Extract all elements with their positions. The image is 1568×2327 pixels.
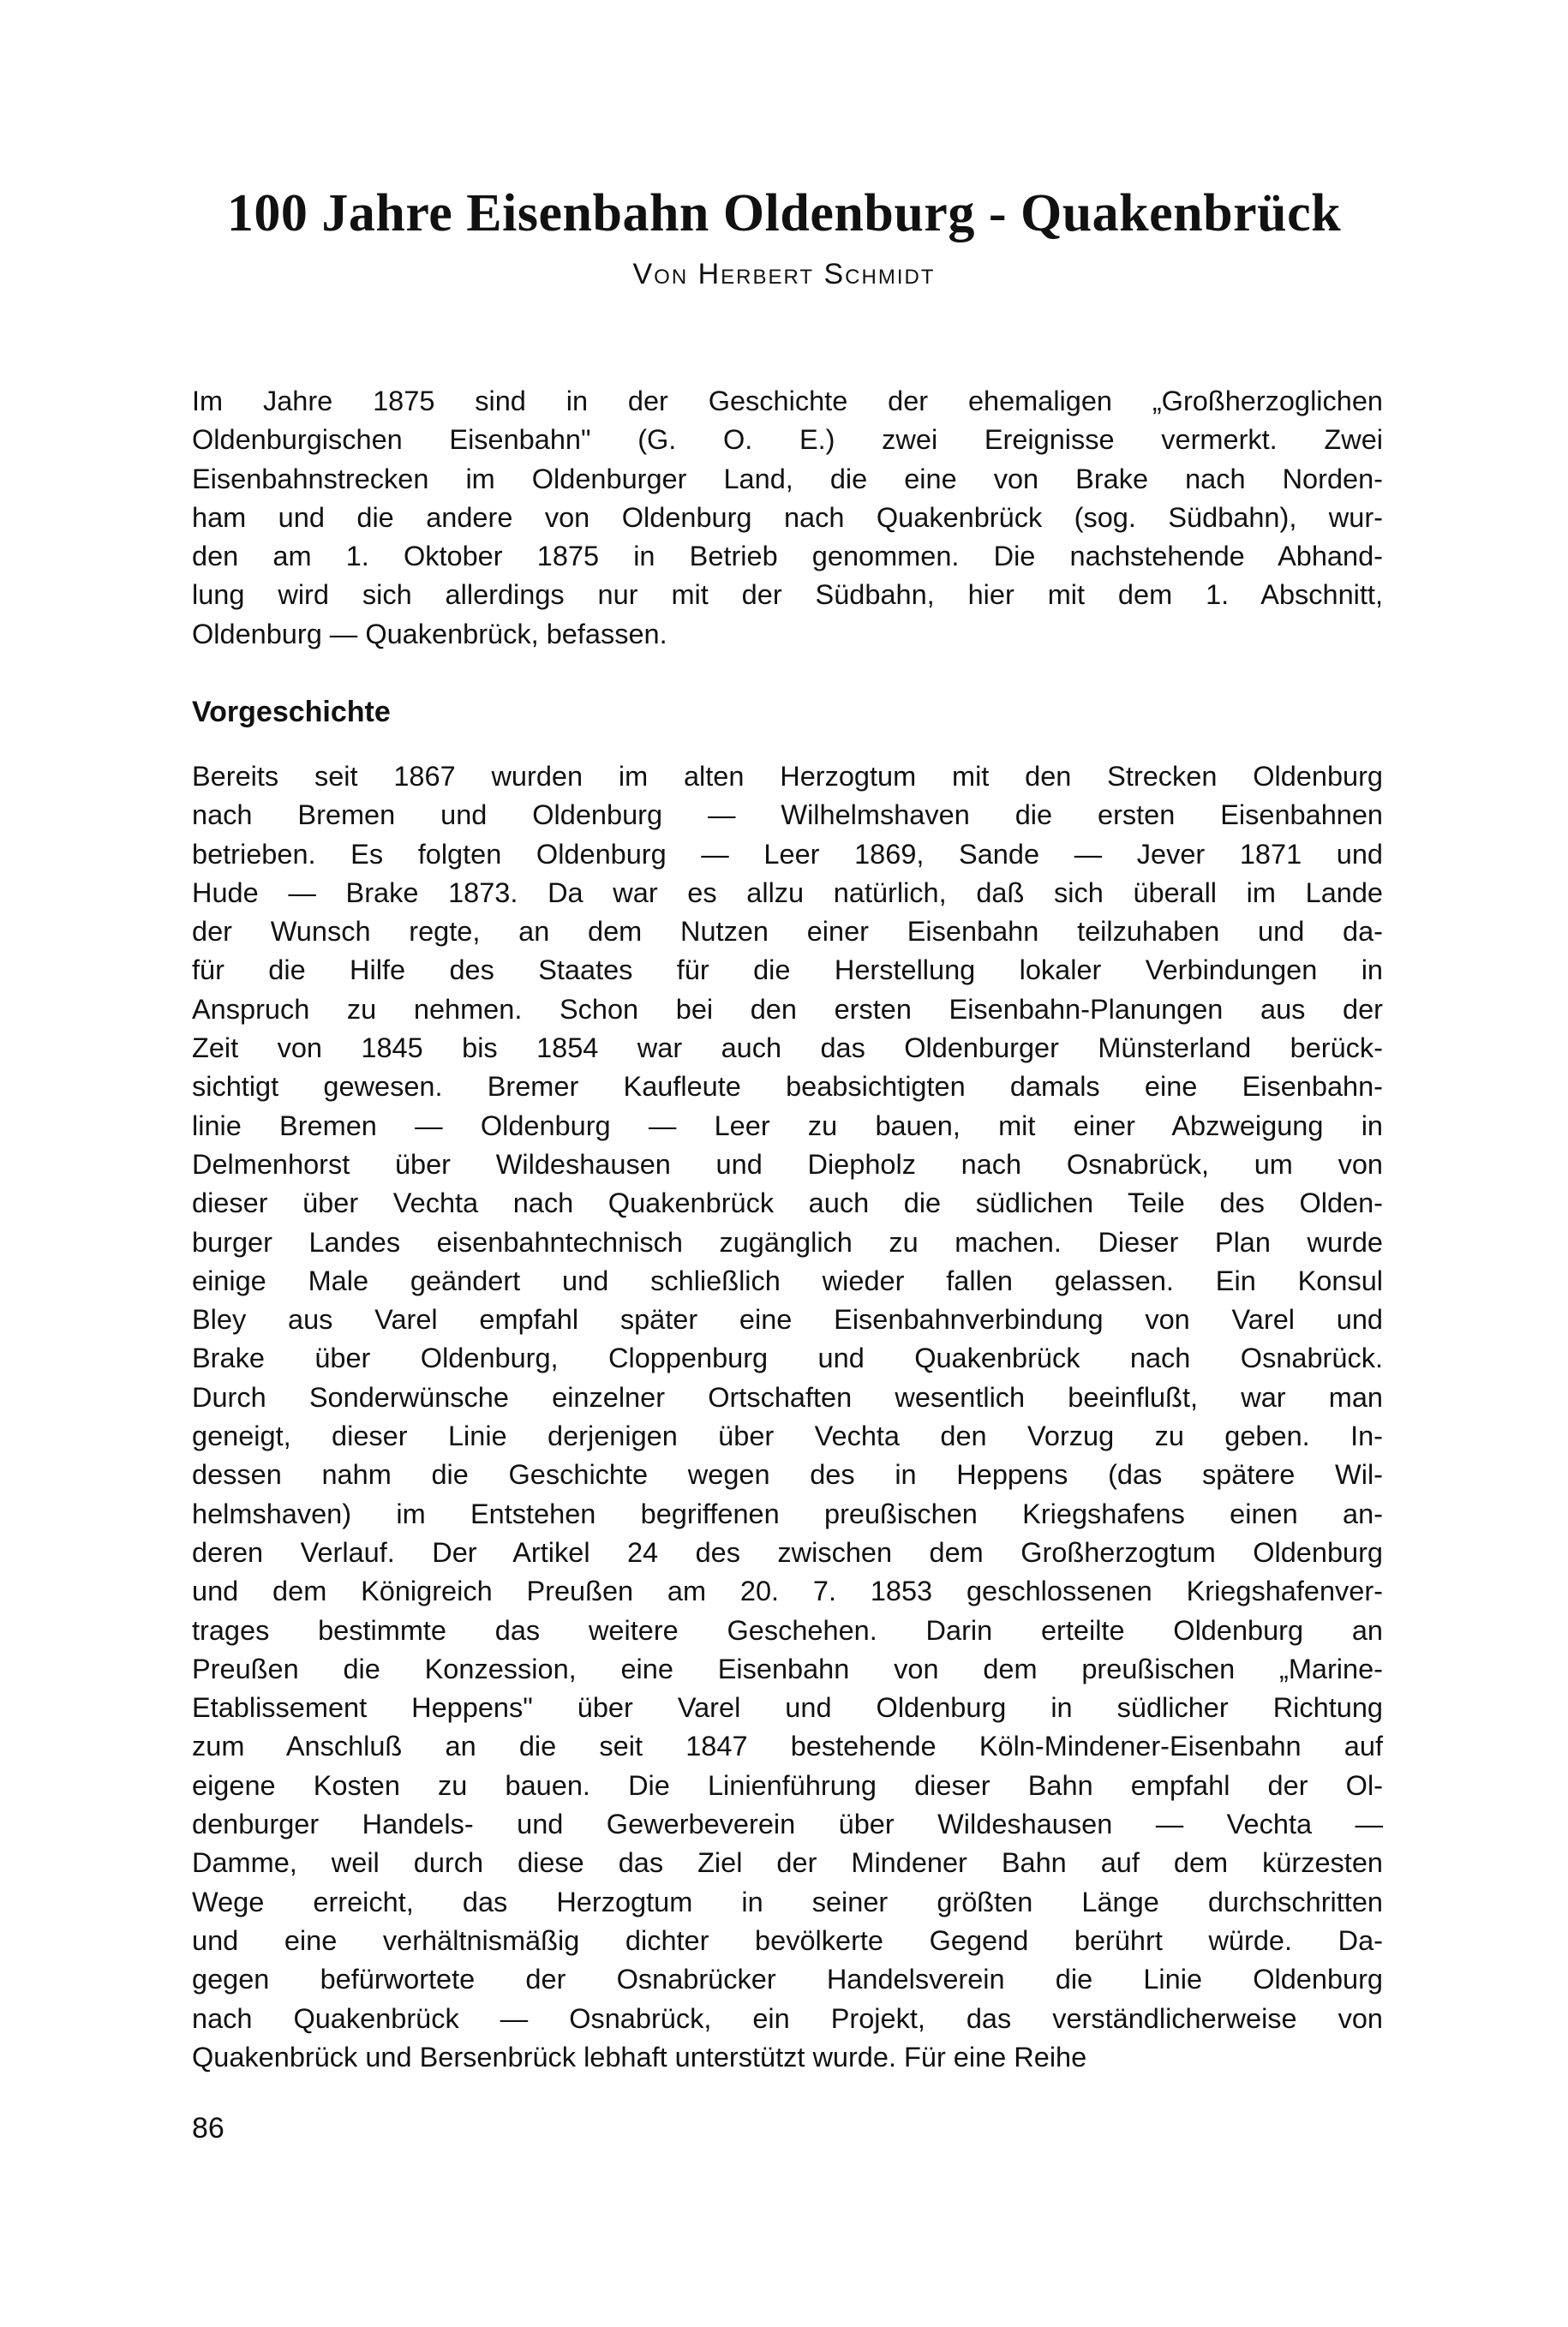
- page-number: 86: [192, 2112, 224, 2145]
- article-title: 100 Jahre Eisenbahn Oldenburg - Quakenbrück: [226, 184, 1342, 242]
- text-line: deren Verlauf. Der Artikel 24 des zwischen dem Großherzogtum Oldenburg: [192, 1536, 1383, 1568]
- text-line: gegen befürwortete der Osnabrücker Handelsverein die Linie Oldenburg: [192, 1964, 1383, 1995]
- text-line: trages bestimmte das weitere Geschehen. Darin erteilte Oldenburg an: [192, 1614, 1383, 1646]
- text-line: nach Quakenbrück — Osnabrück, ein Projekt, das verständlicherweise von: [192, 2002, 1383, 2034]
- text-line: Bley aus Varel empfahl später eine Eisenbahnverbindung von Varel und: [192, 1304, 1383, 1336]
- text-line: Preußen die Konzession, eine Eisenbahn von dem preußischen „Marine-: [192, 1653, 1383, 1684]
- text-line: Durch Sonderwünsche einzelner Ortschaften wesentlich beeinflußt, war man: [192, 1381, 1383, 1413]
- text-line: der Wunsch regte, an dem Nutzen einer Eisenbahn teilzuhaben und da-: [192, 916, 1383, 948]
- text-line: Anspruch zu nehmen. Schon bei den ersten Eisenbahn-Planungen aus der: [192, 993, 1383, 1025]
- text-line: Hude — Brake 1873. Da war es allzu natürlich, daß sich überall im Lande: [192, 876, 1383, 908]
- text-line: dessen nahm die Geschichte wegen des in Heppens (das spätere Wil-: [192, 1459, 1383, 1491]
- text-line: burger Landes eisenbahntechnisch zugänglich zu machen. Dieser Plan wurde: [192, 1226, 1383, 1258]
- text-line: Eisenbahnstrecken im Oldenburger Land, die eine von Brake nach Norden-: [192, 463, 1383, 494]
- text-line: dieser über Vechta nach Quakenbrück auch die südlichen Teile des Olden-: [192, 1187, 1383, 1219]
- author-byline: Von Herbert Schmidt: [632, 258, 936, 290]
- text-line: betrieben. Es folgten Oldenburg — Leer 1869, Sande — Jever 1871 und: [192, 838, 1383, 870]
- text-line: sichtigt gewesen. Bremer Kaufleute beabsichtigten damals eine Eisenbahn-: [192, 1071, 1383, 1103]
- text-line: helmshaven) im Entstehen begriffenen preußischen Kriegshafens einen an-: [192, 1498, 1383, 1529]
- text-line: linie Bremen — Oldenburg — Leer zu bauen, mit einer Abzweigung in: [192, 1110, 1383, 1141]
- text-line: einige Male geändert und schließlich wieder fallen gelassen. Ein Konsul: [192, 1265, 1383, 1296]
- text-line: Etablissement Heppens" über Varel und Oldenburg in südlicher Richtung: [192, 1692, 1383, 1724]
- text-line: Zeit von 1845 bis 1854 war auch das Oldenburger Münsterland berück-: [192, 1032, 1383, 1064]
- text-line: den am 1. Oktober 1875 in Betrieb genommen. Die nachstehende Abhand-: [192, 541, 1383, 572]
- intro-paragraph: [192, 382, 1383, 654]
- text-line: Oldenburg — Quakenbrück, befassen.: [192, 618, 667, 649]
- text-line: Delmenhorst über Wildeshausen und Diepholz nach Osnabrück, um von: [192, 1148, 1383, 1180]
- text-line: und dem Königreich Preußen am 20. 7. 1853 geschlossenen Kriegshafenver-: [192, 1576, 1383, 1607]
- text-line: und eine verhältnismäßig dichter bevölkerte Gegend berührt würde. Da-: [192, 1924, 1383, 1956]
- text-line: für die Hilfe des Staates für die Herstellung lokaler Verbindungen in: [192, 954, 1383, 986]
- section-heading: Vorgeschichte: [192, 696, 391, 728]
- body-paragraph: [192, 757, 1383, 2077]
- text-line: geneigt, dieser Linie derjenigen über Vechta den Vorzug zu geben. In-: [192, 1421, 1383, 1452]
- text-line: eigene Kosten zu bauen. Die Linienführung dieser Bahn empfahl der Ol-: [192, 1769, 1383, 1801]
- text-line: Damme, weil durch diese das Ziel der Mindener Bahn auf dem kürzesten: [192, 1847, 1383, 1879]
- text-line: nach Bremen und Oldenburg — Wilhelmshaven die ersten Eisenbahnen: [192, 799, 1383, 831]
- text-line: zum Anschluß an die seit 1847 bestehende Köln-Mindener-Eisenbahn auf: [192, 1731, 1383, 1762]
- text-line: lung wird sich allerdings nur mit der Südbahn, hier mit dem 1. Abschnitt,: [192, 579, 1383, 611]
- text-line: denburger Handels- und Gewerbeverein über Wildeshausen — Vechta —: [192, 1809, 1383, 1840]
- text-line: Bereits seit 1867 wurden im alten Herzogtum mit den Strecken Oldenburg: [192, 761, 1383, 792]
- text-line: Brake über Oldenburg, Cloppenburg und Quakenbrück nach Osnabrück.: [192, 1343, 1383, 1374]
- text-line: Im Jahre 1875 sind in der Geschichte der ehemaligen „Großherzoglichen: [192, 386, 1383, 416]
- text-line: Quakenbrück und Bersenbrück lebhaft unterstützt wurde. Für eine Reihe: [192, 2041, 1087, 2073]
- text-line: ham und die andere von Oldenburg nach Quakenbrück (sog. Südbahn), wur-: [192, 501, 1383, 533]
- text-line: Wege erreicht, das Herzogtum in seiner größten Länge durchschritten: [192, 1886, 1383, 1917]
- text-line: Oldenburgischen Eisenbahn" (G. O. E.) zwei Ereignisse vermerkt. Zwei: [192, 424, 1383, 456]
